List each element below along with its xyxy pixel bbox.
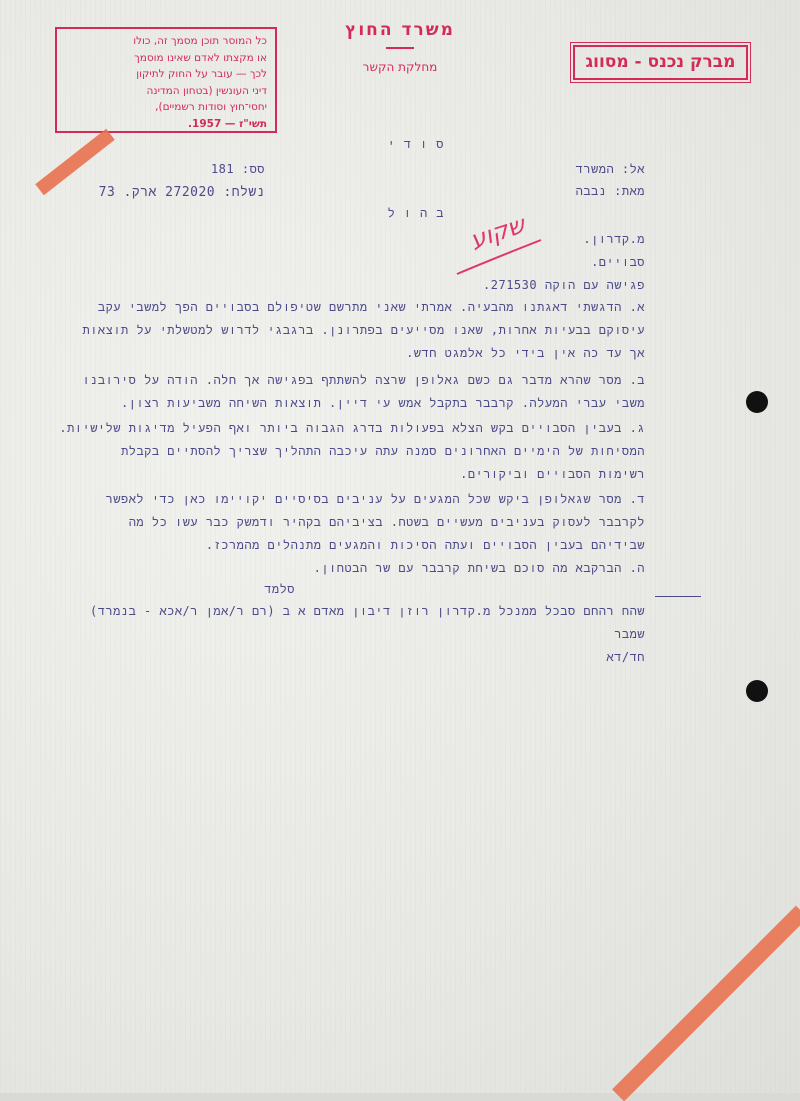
punch-hole-top xyxy=(746,391,768,413)
body-line: עיסוקם בבעיות אחרות, שאנו מסייעים בפתרונן. ברגבגי לדרוש למטשלתי על תוצאות xyxy=(82,323,645,337)
urgent-label: בהול xyxy=(387,206,453,220)
from-line: מאת: נבבה xyxy=(575,184,645,198)
classification-stamp: מברק נכנס - מסווג xyxy=(573,45,748,80)
ministry-title: משרד החוץ xyxy=(345,20,455,40)
body-line: ד. מסר שגאלופן ביקש שכל המגעים על עניבים בסיסיים יקויימו כאן כדי לאפשר xyxy=(105,492,645,506)
notice-line: או מקצתו לאדם שאינו מוסמך xyxy=(134,51,267,64)
notice-line: דיני העונשין (בטחון המדינה xyxy=(146,84,267,97)
department-title: מחלקת הקשר xyxy=(362,60,438,74)
body-line: אך עד כה אין בידי כל אלמגט חדש. xyxy=(406,346,645,360)
title-underline xyxy=(386,47,414,49)
addressee-line: מ.קדרון. xyxy=(583,232,645,246)
secret-label: סודי xyxy=(387,137,453,151)
to-line: אל: המשרד xyxy=(575,162,645,176)
distribution-line-2: שמבר xyxy=(614,627,645,641)
body-line: ב. מסר שהרא מדבר גם כשם גאלופן שרצה להשתתף בפגישה אך חלה. הודה על סירובנו xyxy=(82,373,645,387)
subject-line: סבויים. xyxy=(591,255,645,269)
distribution-line: שהח רהחם סבכל ממנכל מ.קדרון רוזן דיבון מאדם א ב (רם ר/אמן ר/אכא - בנמרד) xyxy=(90,604,645,618)
notice-line: לכך — עובר על החוק לתיקון xyxy=(136,68,267,80)
body-line: המסיחות של הימיים האחרונים סמנה עתה עיכבה התהליך שצריך להסתיים בקבלת xyxy=(121,444,645,458)
body-line: משבי עברי המעלה. קרבבר בתקבל אמש עי דיין. תוצאות השיחה משביעות רצון. xyxy=(120,396,645,410)
legal-notice-box xyxy=(55,27,277,133)
separator-line xyxy=(655,596,701,597)
serial-number: סס: 181 xyxy=(210,162,265,176)
handwritten-text: שקוע xyxy=(466,210,529,255)
notice-line: כל המוסר תוכן מסמך זה, כולו xyxy=(133,35,267,47)
body-line: לקרבבר לעסוק בעניבים מעשיים בשטח. בציביהם בקהיר ודמשק כבר עשו כל מה xyxy=(128,515,645,529)
punch-hole-bottom xyxy=(746,680,768,702)
notice-line: תשי"ז — 1957. xyxy=(188,117,267,130)
body-line: א. הדגשתי דאגתנו מהבעיה. אמרתי שאני מתרשם שטיפולם בסבויים הפך למשבי עקב xyxy=(97,300,645,314)
message-code: חד/דא xyxy=(606,650,645,664)
notice-line: יחסי־חוץ וסודות רשמיים), xyxy=(155,101,267,113)
sent-line: נשלח: 272020 ארק. 73 xyxy=(98,185,265,200)
body-line: שבידיהם בעבין הסבויים ועתה הסיכות והמגעים מתנהלים מהמרכז. xyxy=(205,538,645,552)
body-line: ה. הברקבא מה סוכם בשיחת קרבבר עם שר הבטחון. xyxy=(313,561,645,575)
signature: סלמד xyxy=(264,582,295,596)
handwritten-annotation xyxy=(455,200,545,280)
stripe-mark-bottom xyxy=(612,906,800,1101)
body-line: ג. בעבין הסבויים בקש הצלא בפעולות בדרג הגבוה ביותר ואף הפעיל מדיגות שלישיות. xyxy=(59,421,645,435)
reference-line: פגישה עם הוקה 271530. xyxy=(483,278,645,292)
body-line: רשימות הסבויים וביקורים. xyxy=(460,467,645,481)
